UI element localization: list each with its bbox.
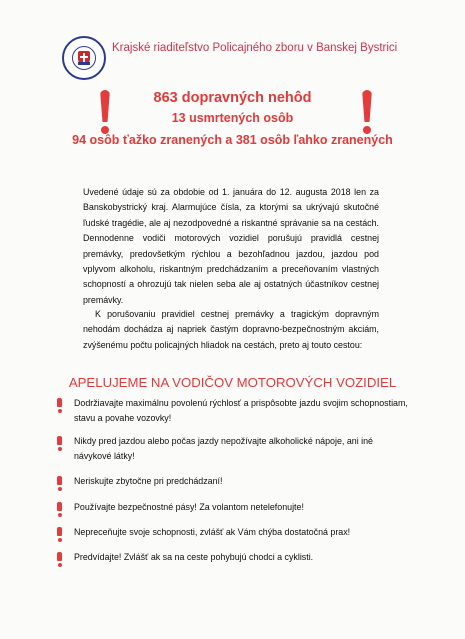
- list-item-text: Nikdy pred jazdou alebo počas jazdy nepožívajte alkoholické nápoje, ani iné návykové látky!: [74, 436, 373, 462]
- list-item-text: Používajte bezpečnostné pásy! Za volantom netelefonujte!: [74, 502, 304, 512]
- list-item-text: Neriskujte zbytočne pri predchádzaní!: [74, 476, 223, 486]
- paragraph-appeal-intro: K porušovaniu pravidiel cestnej premávky a tragickým dopravným nehodám dochádza aj napriek častým dopravno-bezpečnostným akciám, zvýšenému počtu policajných hliadok na cestách, preto aj touto cestou:: [83, 309, 379, 350]
- list-item-text: Dodržiavajte maximálnu povolenú rýchlosť a prispôsobte jazdu svojim schopnostiam, stavu a povahe vozovky!: [74, 398, 408, 424]
- police-seal-icon: [62, 36, 106, 80]
- list-item-text: Predvídajte! Zvlášť ak sa na ceste pohybujú chodci a cyklisti.: [74, 552, 314, 562]
- exclamation-icon: [57, 502, 62, 516]
- headline-deaths: 13 usmrtených osôb: [171, 111, 294, 125]
- appeal-heading: APELUJEME NA VODIČOV MOTOROVÝCH VOZIDIEL: [68, 375, 397, 390]
- organization-name: Krajské riaditeľstvo Policajného zboru v Banskej Bystrici: [112, 42, 398, 54]
- headline-injuries: 94 osôb ťažko zranených a 381 osôb ľahko zranených: [72, 133, 393, 147]
- list-item-text: Nepreceňujte svoje schopnosti, zvlášť ak Vám chýba dostatočná prax!: [74, 527, 351, 537]
- headline-accidents: 863 dopravných nehôd: [153, 90, 312, 106]
- exclamation-icon: [57, 552, 62, 566]
- exclamation-icon: [57, 436, 62, 450]
- exclamation-icon: [57, 398, 62, 412]
- paragraph-statistics: Uvedené údaje sú za obdobie od 1. januára do 12. augusta 2018 len za Banskobystrický kraj. Alarmujúce čísla, za ktorými sa ukrývajú skutočné ľudské tragédie, ale aj nezodpovedné a riskantné správanie sa na cestách. Dennodenne vodiči motorových vozidiel porušujú pravidlá cestnej premávky, predovšetkým rýchlou a bezohľadnou jazdou, jazdou pod vplyvom alkoholu, riskantným predchádzaním a preceňovaním vlastných schopností a ohrozujú tak nielen seba ale aj ostatných účastníkov cestnej premávky.: [83, 187, 379, 305]
- exclamation-icon: [57, 476, 62, 490]
- header: [62, 36, 442, 86]
- exclamation-icon: [57, 527, 62, 541]
